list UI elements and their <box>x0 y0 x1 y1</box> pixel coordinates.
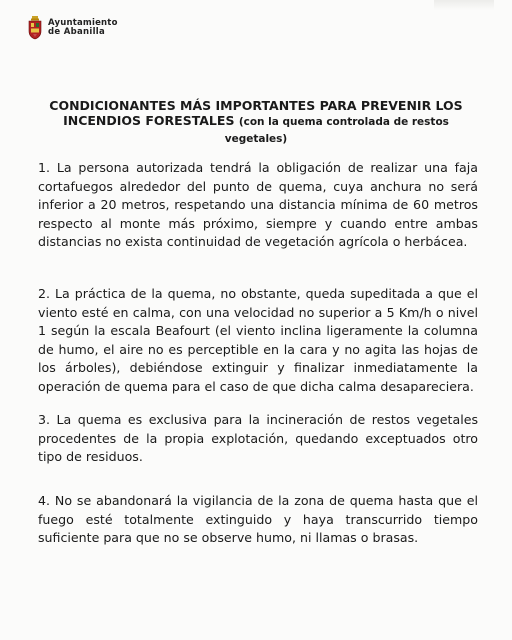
paragraph-3: 3. La quema es exclusiva para la incineración de restos vegetales procedentes de la propia explotación, quedando exceptuados otro tipo de residuos. <box>38 412 478 464</box>
coat-of-arms-icon <box>28 16 42 40</box>
letterhead <box>28 16 118 40</box>
title-subtitle: (con la quema controlada de restos vegetales) <box>224 116 449 145</box>
paragraph-4: 4. No se abandonará la vigilancia de la zona de quema hasta que el fuego esté totalmente extinguido y haya transcurrido tiempo suficiente para que no se observe humo, ni llamas o brasas. <box>38 493 478 545</box>
document-title <box>40 98 472 147</box>
municipality-name <box>48 19 118 37</box>
title-main: CONDICIONANTES MÁS IMPORTANTES PARA PREVENIR LOS INCENDIOS FORESTALES <box>49 98 463 128</box>
org-line-2: de Abanilla <box>48 27 106 37</box>
scan-shadow <box>434 0 494 10</box>
org-line-1: Ayuntamiento <box>48 18 118 28</box>
paragraph-2: 2. La práctica de la quema, no obstante, queda supeditada a que el viento esté en calma, con una velocidad no superior a 5 Km/h o nivel 1 según la escala Beafourt (el viento inclina ligeramente la columna de humo, el aire no es perceptible en la cara y no agita las hojas de los árboles), debiéndose extinguir y finalizar inmediatamente la operación de quema para el caso de que dicha calma desapareciera. <box>38 286 478 394</box>
paragraph-1: 1. La persona autorizada tendrá la obligación de realizar una faja cortafuegos alrededor del punto de quema, cuya anchura no será inferior a 20 metros, respetando una distancia mínima de 60 metros respecto al monte más próximo, siempre y cuando entre ambas distancias no exista continuidad de vegetación agrícola o herbácea. <box>38 160 478 249</box>
